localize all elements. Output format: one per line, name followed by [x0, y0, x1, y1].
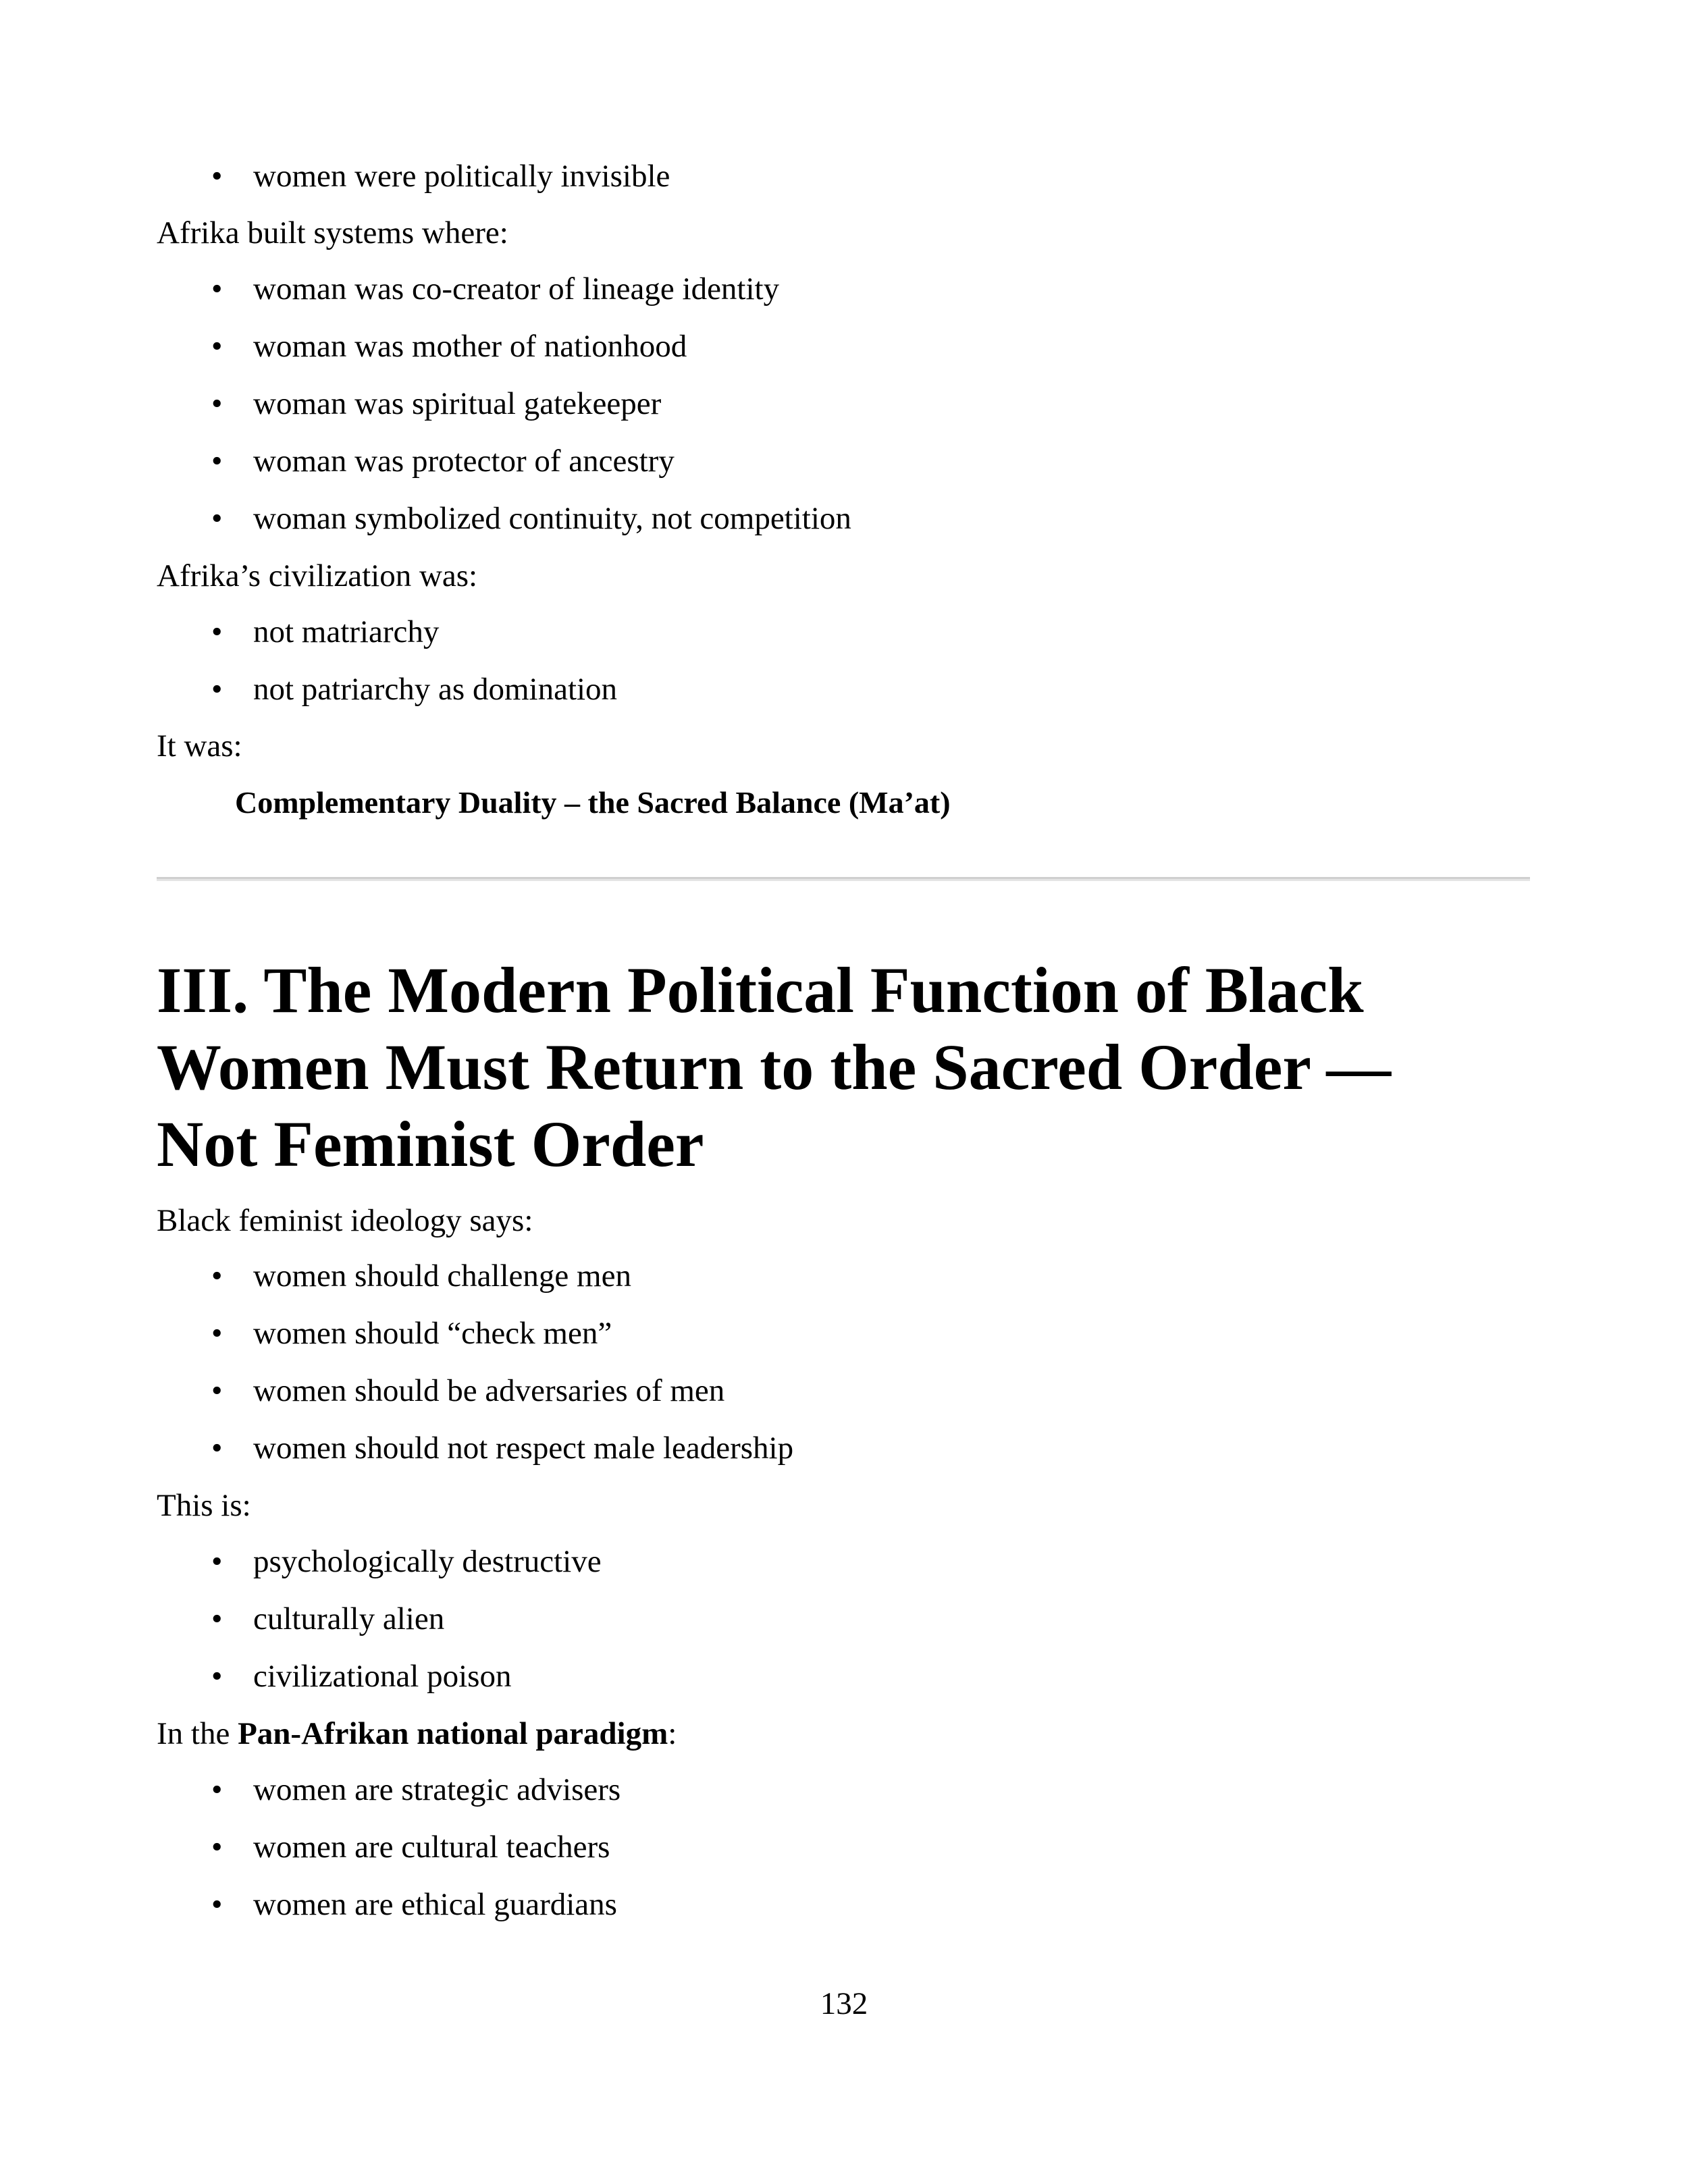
list-item-text: women were politically invisible: [253, 159, 670, 194]
bullet-icon: •: [211, 1830, 223, 1865]
section-heading: [157, 952, 1575, 1183]
list-item-text: woman was co-creator of lineage identity: [253, 271, 780, 307]
paragraph-intro: This is:: [157, 1488, 251, 1523]
list-item-text: women are cultural teachers: [253, 1830, 610, 1865]
list-item-text: women are strategic advisers: [253, 1772, 621, 1807]
list-item-text: women should be adversaries of men: [253, 1373, 725, 1408]
paragraph-intro: [157, 1718, 677, 1750]
list-item-text: women should challenge men: [253, 1258, 631, 1294]
list-item-text: woman was protector of ancestry: [253, 444, 675, 479]
bullet-icon: •: [211, 1601, 223, 1636]
bullet-icon: •: [211, 1544, 223, 1579]
emphasis-line: Complementary Duality – the Sacred Balance (Ma’at): [235, 785, 951, 820]
paragraph-intro: Black feminist ideology says:: [157, 1203, 533, 1238]
paragraph-intro: Afrika’s civilization was:: [157, 558, 478, 593]
list-item-text: civilizational poison: [253, 1659, 512, 1694]
list-item-text: women are ethical guardians: [253, 1887, 617, 1922]
list-item-text: not matriarchy: [253, 614, 440, 649]
bullet-icon: •: [211, 1772, 223, 1807]
bullet-icon: •: [211, 1316, 223, 1351]
heading-line: III. The Modern Political Function of Black: [157, 954, 1364, 1026]
intro-bold-term: Pan-Afrikan national paradigm: [238, 1716, 668, 1751]
page-number: 132: [820, 1986, 868, 2021]
paragraph-intro: Afrika built systems where:: [157, 215, 508, 250]
list-item-text: women should not respect male leadership: [253, 1431, 794, 1466]
list-item-text: psychologically destructive: [253, 1544, 602, 1579]
list-item-text: woman was mother of nationhood: [253, 329, 687, 364]
list-item-text: not patriarchy as domination: [253, 672, 618, 707]
list-item-text: woman symbolized continuity, not competition: [253, 501, 851, 536]
bullet-icon: •: [211, 329, 223, 364]
bullet-icon: •: [211, 672, 223, 707]
bullet-icon: •: [211, 1258, 223, 1294]
heading-line: Not Feminist Order: [157, 1108, 704, 1180]
bullet-icon: •: [211, 1431, 223, 1466]
intro-prefix: In the: [157, 1716, 238, 1751]
list-item-text: women should “check men”: [253, 1316, 612, 1351]
bullet-icon: •: [211, 1659, 223, 1694]
bullet-icon: •: [211, 1887, 223, 1922]
list-item-text: woman was spiritual gatekeeper: [253, 386, 662, 421]
bullet-icon: •: [211, 271, 223, 307]
bullet-icon: •: [211, 501, 223, 536]
bullet-icon: •: [211, 1373, 223, 1408]
bullet-icon: •: [211, 386, 223, 421]
bullet-icon: •: [211, 444, 223, 479]
heading-line: Women Must Return to the Sacred Order —: [157, 1031, 1392, 1103]
bullet-icon: •: [211, 159, 223, 194]
paragraph-intro: It was:: [157, 728, 242, 764]
list-item-text: culturally alien: [253, 1601, 445, 1636]
bullet-icon: •: [211, 614, 223, 649]
intro-suffix: :: [668, 1716, 677, 1751]
section-divider: [157, 877, 1530, 881]
